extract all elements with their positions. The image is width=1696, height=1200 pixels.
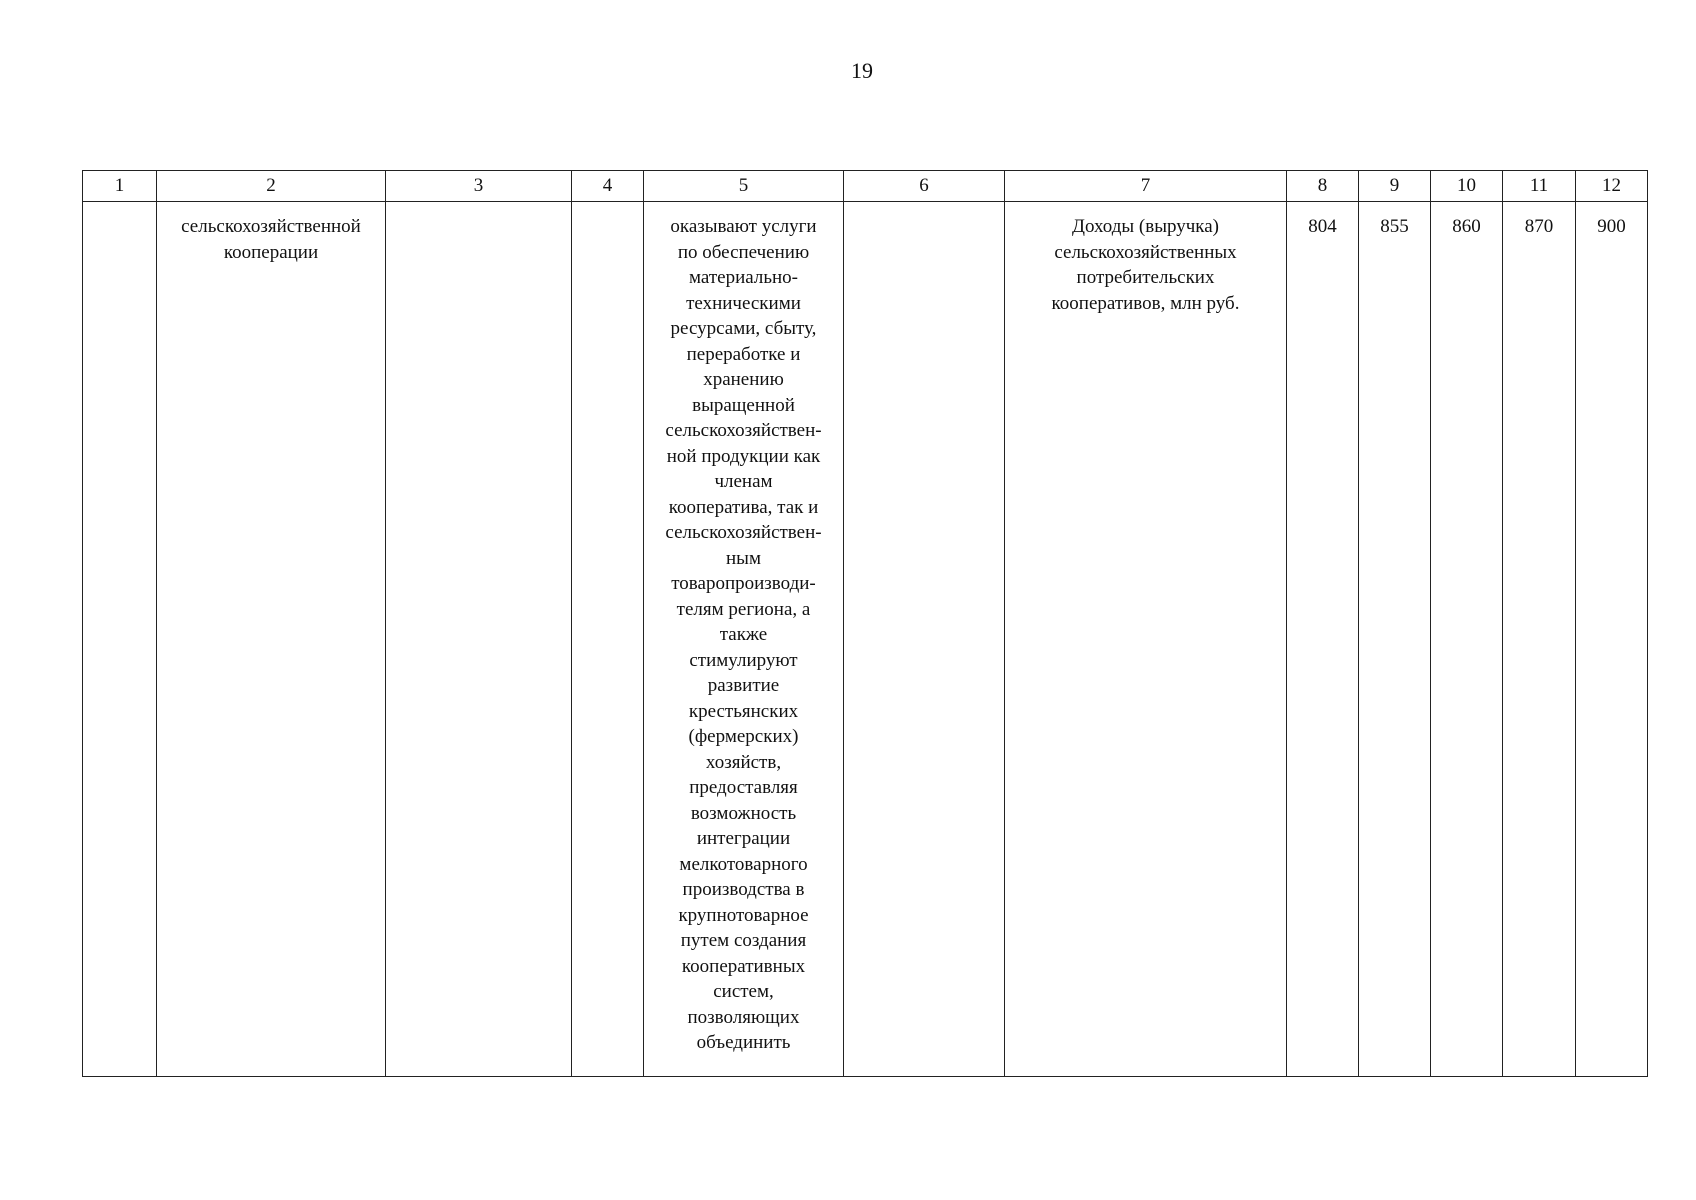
column-header-2: 2 — [157, 171, 386, 202]
cell-line: возможность — [690, 802, 797, 824]
cell-line: развитие — [707, 675, 780, 696]
cell-line: кооперации — [223, 241, 319, 263]
cell-line: ным — [726, 547, 761, 569]
column-header-11: 11 — [1503, 171, 1576, 202]
column-header-8: 8 — [1287, 171, 1359, 202]
cell-col3 — [386, 202, 572, 1077]
cell-line: Доходы (выручка) — [1072, 216, 1219, 237]
column-header-12: 12 — [1576, 171, 1648, 202]
cell-line: телям региона, а — [676, 598, 811, 620]
cell-line: товаропроизводи- — [671, 573, 816, 594]
table-row — [83, 202, 1648, 1077]
cell-line: позволяющих — [687, 1006, 800, 1028]
cell-line: ресурсами, сбыту, — [670, 318, 817, 339]
cell-line: сельскохозяйственных — [1054, 241, 1237, 263]
cell-line: хранению — [703, 369, 784, 390]
cell-line: сельскохозяйственной — [181, 216, 361, 237]
cell-program-area — [157, 202, 386, 1077]
cell-line: объединить — [696, 1032, 791, 1053]
cell-col4 — [572, 202, 644, 1077]
cell-line: (фермерских) — [688, 726, 799, 747]
cell-line: по обеспечению — [677, 241, 810, 263]
column-header-7: 7 — [1005, 171, 1287, 202]
cell-line: оказывают услуги — [670, 216, 817, 237]
cell-line: крупнотоварное — [678, 904, 809, 926]
cell-line: также — [719, 624, 768, 645]
cell-line: стимулируют — [689, 649, 798, 671]
column-header-4: 4 — [572, 171, 644, 202]
cell-line: хозяйств, — [705, 751, 782, 773]
cell-line: путем создания — [680, 930, 807, 951]
cell-line: производства в — [682, 879, 805, 900]
cell-line: сельскохозяйствен- — [665, 420, 822, 441]
cell-line: кооператива, так и — [668, 496, 819, 518]
cell-line: крестьянских — [688, 700, 799, 722]
cell-line: членам — [714, 471, 773, 492]
cell-line: кооперативных — [681, 955, 806, 977]
cell-line: систем, — [713, 981, 774, 1002]
cell-description — [644, 202, 844, 1077]
cell-indicator — [1005, 202, 1287, 1077]
header-row — [83, 171, 1648, 202]
column-header-9: 9 — [1359, 171, 1431, 202]
column-header-5: 5 — [644, 171, 844, 202]
cell-line: выращенной — [692, 394, 795, 416]
cell-col6 — [844, 202, 1005, 1077]
cell-value-col12: 900 — [1576, 202, 1648, 1077]
cell-value-col8: 804 — [1287, 202, 1359, 1077]
cell-value-col10: 860 — [1431, 202, 1503, 1077]
cell-line: кооперативов, млн руб. — [1051, 292, 1240, 314]
cell-line: интеграции — [696, 828, 791, 849]
cell-line: материально- — [689, 267, 798, 288]
indicator-table — [82, 170, 1648, 1077]
cell-line: ной продукции как — [666, 445, 821, 467]
page-number: 19 — [851, 58, 873, 83]
cell-line: предоставляя — [689, 777, 798, 798]
cell-line: техническими — [686, 292, 801, 314]
cell-value-col11: 870 — [1503, 202, 1576, 1077]
column-header-1: 1 — [83, 171, 157, 202]
cell-line: переработке и — [686, 343, 801, 365]
column-header-3: 3 — [386, 171, 572, 202]
cell-line: мелкотоварного — [679, 853, 808, 875]
cell-col1 — [83, 202, 157, 1077]
cell-line: потребительских — [1076, 267, 1215, 288]
cell-line: сельскохозяйствен- — [665, 522, 822, 543]
column-header-10: 10 — [1431, 171, 1503, 202]
column-header-6: 6 — [844, 171, 1005, 202]
cell-value-col9: 855 — [1359, 202, 1431, 1077]
